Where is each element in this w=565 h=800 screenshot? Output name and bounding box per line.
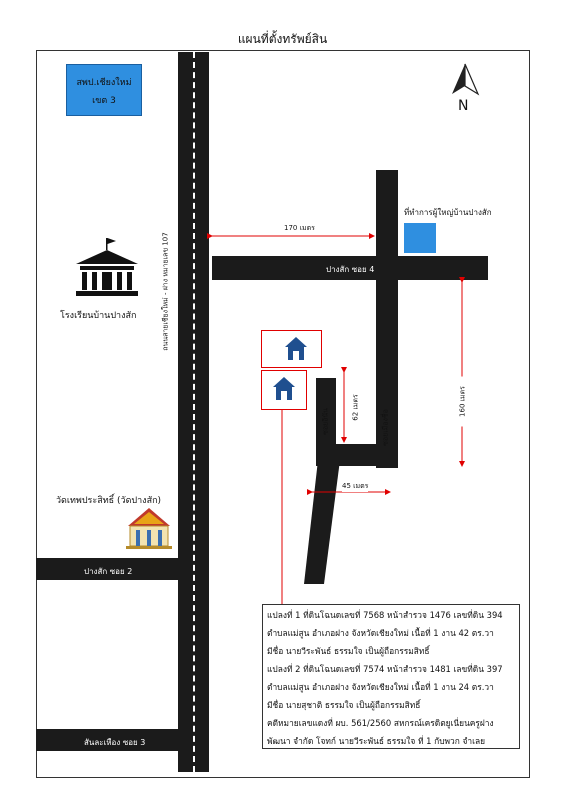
property-info-box <box>262 604 520 749</box>
temple-label: วัดเทพประสิทธิ์ (วัดปางสัก) <box>56 496 162 506</box>
road-label-soi-3: สันละเหือง ซอย 3 <box>84 738 146 747</box>
info-line: มีชื่อ นายวีระพันธ์ ธรรมใจ เป็นผู้ถือกรรมสิทธิ์ <box>267 646 430 656</box>
office-line-2: เขต 3 <box>92 96 116 106</box>
road-label-soi-2: ปางสัก ซอย 2 <box>84 567 133 576</box>
headman-office-label: ที่ทำการผู้ใหญ่บ้านปางสัก <box>404 208 492 217</box>
road-label-right: ซอยเมืองชื่อ <box>381 409 390 446</box>
info-line: ตำบลแม่สูน อำเภอฝาง จังหวัดเชียงใหม่ เนื้อที่ 1 งาน 24 ตร.วา <box>267 682 494 692</box>
measure-160: 160 เมตร <box>458 377 469 427</box>
main-road-label: ถนนสายเชียงใหม่ - ฝาง หมายเลข 107 <box>161 232 170 351</box>
measure-170: 170 เมตร <box>284 224 315 232</box>
measure-45: 45 เมตร <box>342 482 369 490</box>
measure-62: 62 เมตร <box>351 388 362 428</box>
school-label: โรงเรียนบ้านปางสัก <box>60 311 137 321</box>
info-line: แปลงที่ 2 ที่ดินโฉนดเลขที่ 7574 หน้าสำรวจ 1481 เลขที่ดิน 397 <box>267 664 503 674</box>
road-label-soi-4: ปางสัก ซอย 4 <box>326 265 375 274</box>
info-line: คดีหมายเลขแดงที่ ผบ. 561/2560 สหกรณ์เครดิตยูเนี่ยนครูฝาง <box>267 718 494 728</box>
info-line: แปลงที่ 1 ที่ดินโฉนดเลขที่ 7568 หน้าสำรวจ 1476 เลขที่ดิน 394 <box>267 610 503 620</box>
info-line: ตำบลแม่สูน อำเภอฝาง จังหวัดเชียงใหม่ เนื้อที่ 1 งาน 42 ตร.วา <box>267 628 494 638</box>
road-label-left: ซอยอินัน <box>321 408 330 435</box>
info-line: พัฒนา จำกัด โจทก์ นายวีระพันธ์ ธรรมใจ ที่ 1 กับพวก จำเลย <box>267 736 485 746</box>
info-line: มีชื่อ นายสุชาติ ธรรมใจ เป็นผู้ถือกรรมสิทธิ์ <box>267 700 421 710</box>
page-title: แผนที่ตั้งทรัพย์สิน <box>237 32 328 46</box>
north-label: N <box>458 98 469 114</box>
office-line-1: สพป.เชียงใหม่ <box>76 78 132 88</box>
